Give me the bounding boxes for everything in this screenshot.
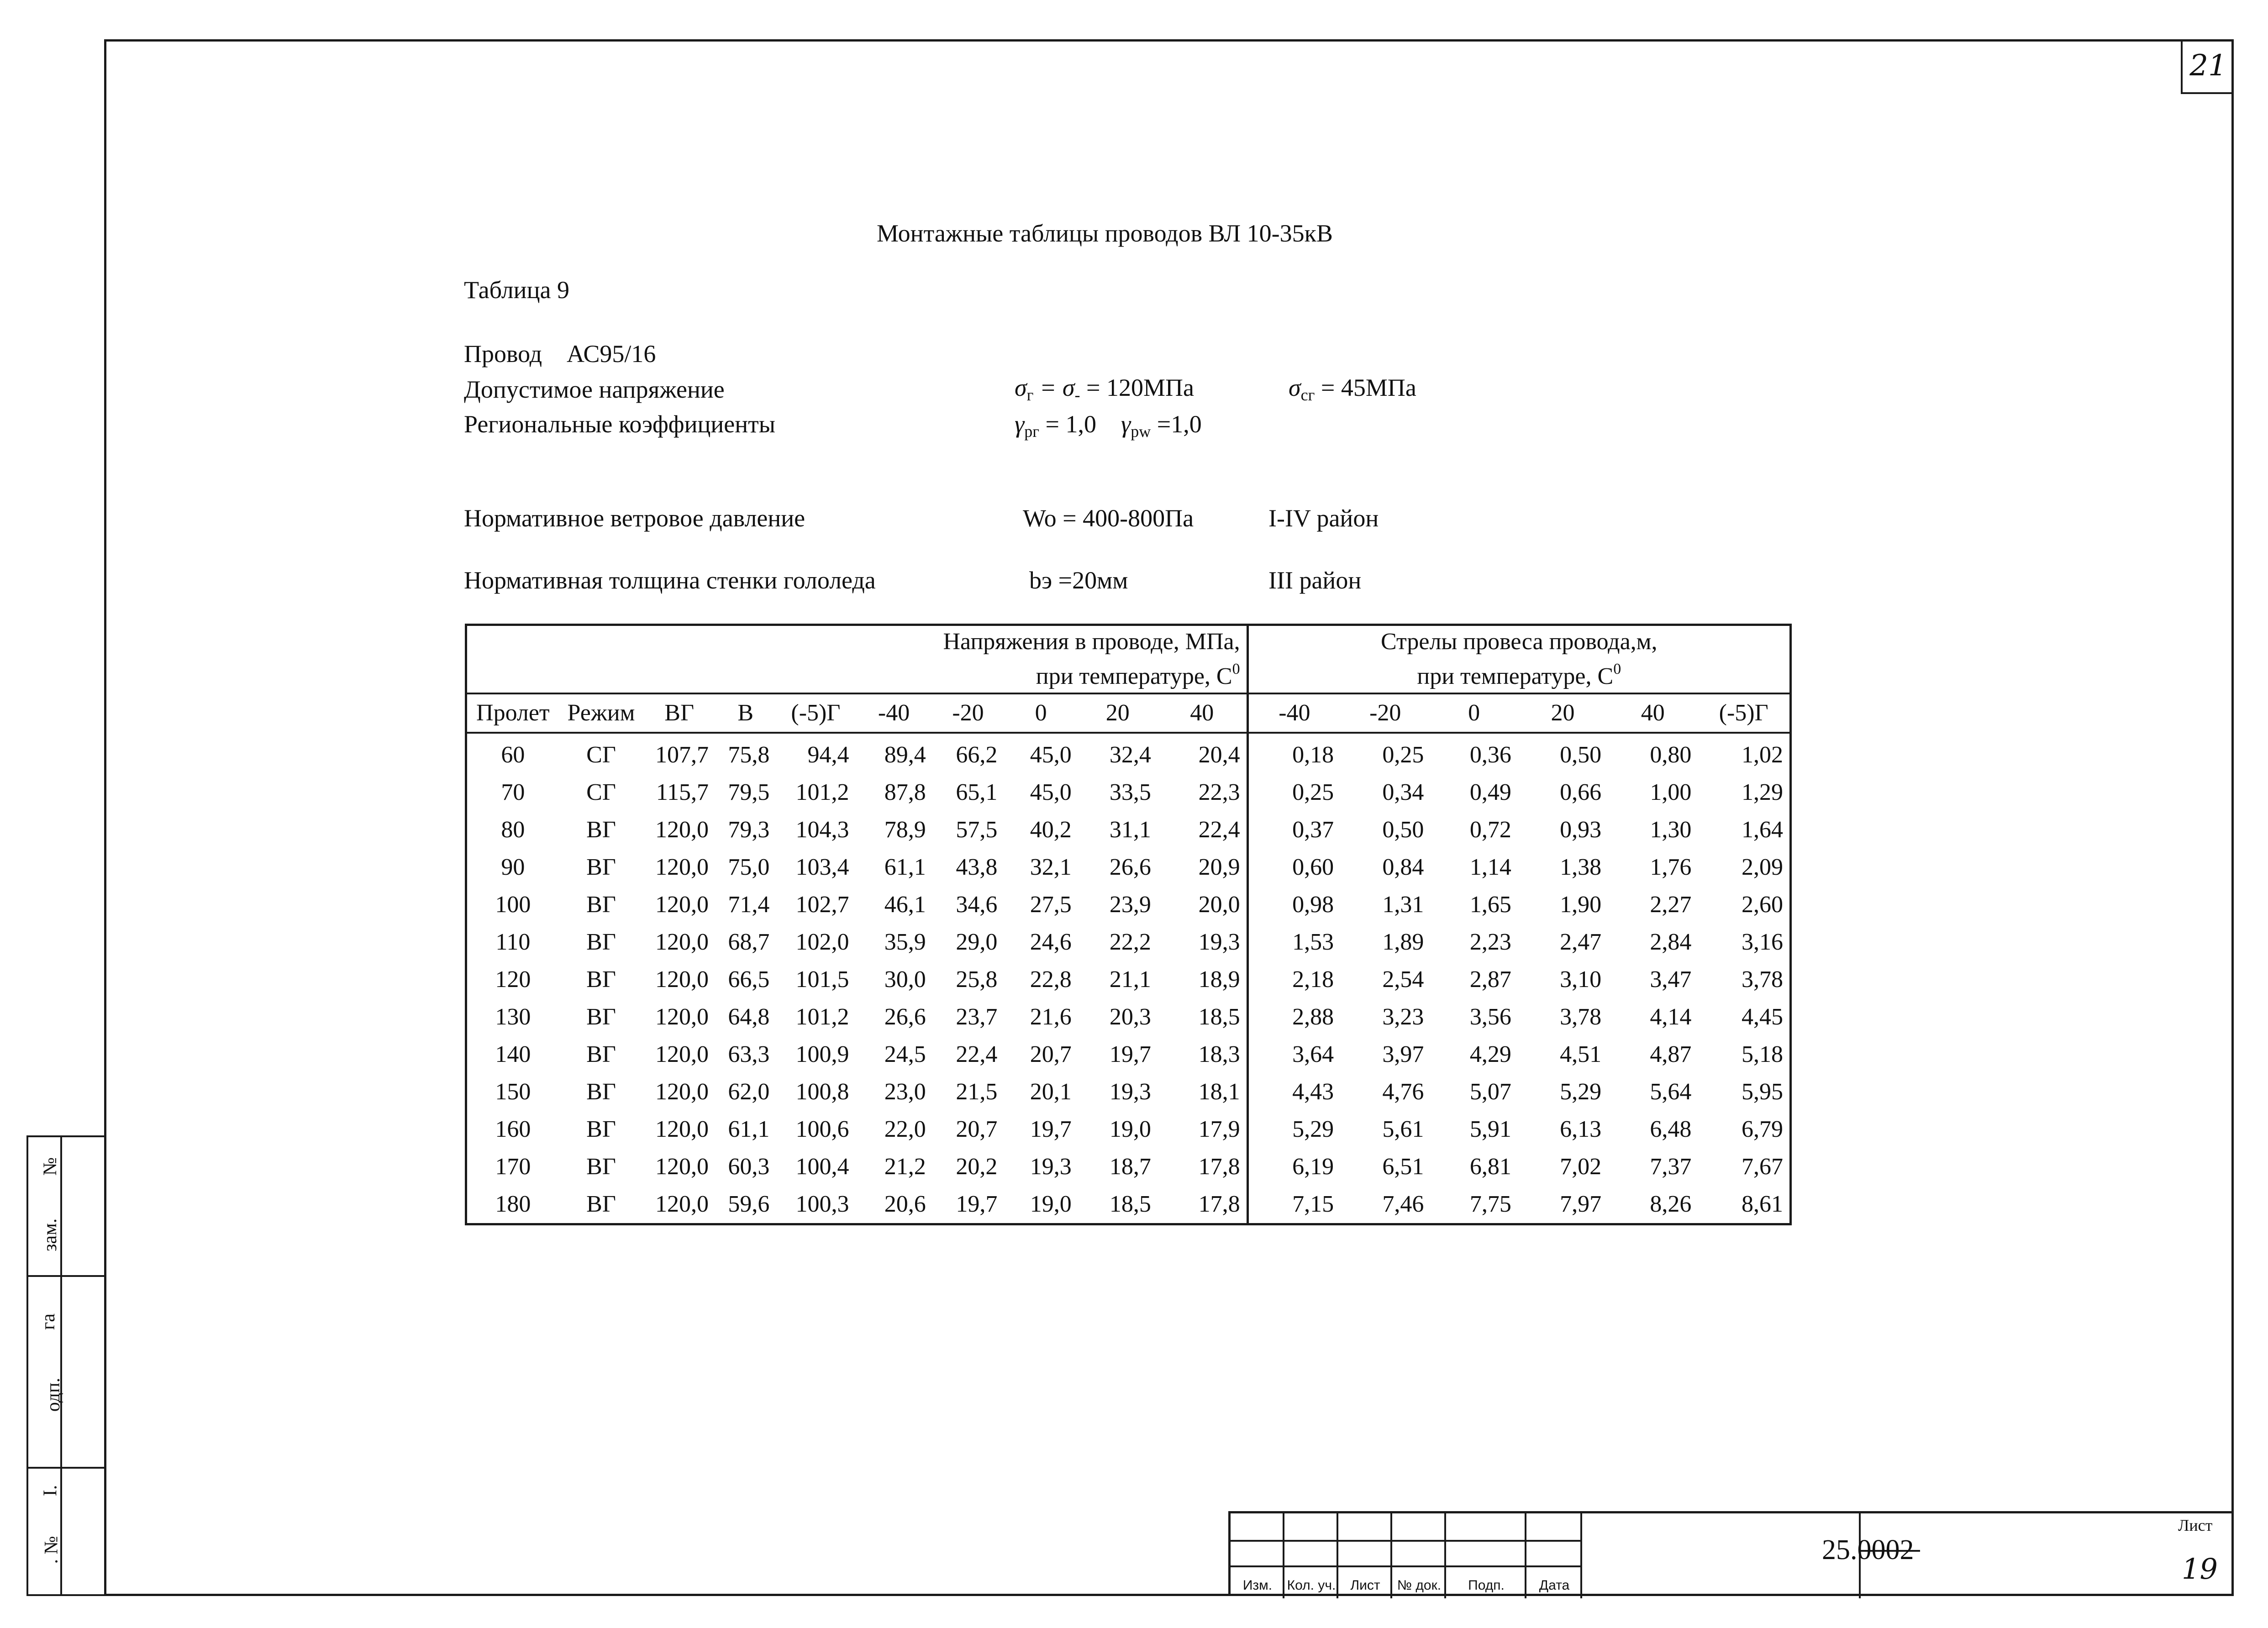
table-cell: 6,48 bbox=[1650, 1116, 1692, 1142]
table-cell: 19,7 bbox=[956, 1191, 998, 1217]
table-cell: 2,54 bbox=[1382, 966, 1424, 993]
table-cell: 71,4 bbox=[728, 892, 770, 918]
table-cell: 21,6 bbox=[1030, 1004, 1072, 1030]
wire-value: АС95/16 bbox=[567, 340, 656, 368]
table-cell: 3,47 bbox=[1650, 966, 1692, 993]
sigma-symbol-2: σ bbox=[1289, 374, 1301, 401]
table-cell: 2,23 bbox=[1469, 929, 1511, 955]
column-header: ВГ bbox=[643, 693, 715, 733]
table-cell: 0,98 bbox=[1247, 886, 1340, 924]
sag-group-title-1: Стрелы провеса провода,м, bbox=[1381, 629, 1658, 655]
table-cell: ВГ bbox=[586, 966, 616, 993]
stress-group-header bbox=[466, 625, 1248, 694]
table-cell: 4,76 bbox=[1382, 1079, 1424, 1105]
table-cell: 2,47 bbox=[1560, 929, 1602, 955]
table-cell: 170 bbox=[495, 1154, 531, 1180]
table-cell: 32,1 bbox=[1030, 854, 1072, 880]
table-cell: 120 bbox=[495, 966, 531, 993]
table-cell: 21,2 bbox=[884, 1154, 926, 1180]
table-cell: 140 bbox=[495, 1041, 531, 1067]
table-cell: 18,3 bbox=[1198, 1041, 1240, 1067]
column-header: 20 bbox=[1078, 693, 1158, 733]
table-cell: 120,0 bbox=[655, 1041, 709, 1067]
table-cell: 1,89 bbox=[1382, 929, 1424, 955]
table-cell: 101,2 bbox=[795, 779, 849, 805]
column-header: В bbox=[715, 693, 776, 733]
table-cell: 120,0 bbox=[655, 1116, 709, 1142]
allowed-stress-formula-2 bbox=[1289, 373, 1416, 404]
title-block bbox=[1228, 1511, 2234, 1596]
table-cell: 1,76 bbox=[1650, 854, 1692, 880]
table-cell: 4,29 bbox=[1469, 1041, 1511, 1067]
table-cell: 0,72 bbox=[1469, 817, 1511, 843]
table-cell: 4,87 bbox=[1650, 1041, 1692, 1067]
table-cell: 66,2 bbox=[956, 742, 998, 768]
table-cell: 17,8 bbox=[1198, 1191, 1240, 1217]
gamma-1-val: = 1,0 bbox=[1039, 410, 1097, 438]
table-cell: 0,80 bbox=[1650, 742, 1692, 768]
side-stamp bbox=[26, 1135, 104, 1596]
stress-group-title-1: Напряжения в проводе, МПа, bbox=[943, 629, 1240, 655]
table-cell: 115,7 bbox=[656, 779, 709, 805]
table-cell: 120,0 bbox=[655, 966, 709, 993]
table-cell: 0,34 bbox=[1382, 779, 1424, 805]
wind-region: I-IV район bbox=[1268, 504, 1379, 532]
table-cell: 5,07 bbox=[1469, 1079, 1511, 1105]
table-cell: 4,43 bbox=[1247, 1073, 1340, 1111]
table-cell: 3,10 bbox=[1560, 966, 1602, 993]
table-cell: 104,3 bbox=[795, 817, 849, 843]
table-cell: 18,5 bbox=[1198, 1004, 1240, 1030]
table-cell: 1,31 bbox=[1382, 892, 1424, 918]
table-cell: 79,3 bbox=[728, 817, 770, 843]
table-cell: 7,46 bbox=[1382, 1191, 1424, 1217]
table-cell: ВГ bbox=[586, 1154, 616, 1180]
regional-formula bbox=[1015, 410, 1202, 441]
table-cell: 24,5 bbox=[884, 1041, 926, 1067]
table-cell: 29,0 bbox=[956, 929, 998, 955]
table-cell: 89,4 bbox=[884, 742, 926, 768]
table-cell: 120,0 bbox=[655, 854, 709, 880]
table-cell: 22,2 bbox=[1109, 929, 1151, 955]
table-row bbox=[466, 1036, 1791, 1073]
table-cell: ВГ bbox=[586, 1116, 616, 1142]
document-code: 25.0002 bbox=[1822, 1534, 1914, 1565]
table-cell: 0,84 bbox=[1382, 854, 1424, 880]
table-cell: 5,64 bbox=[1650, 1079, 1692, 1105]
table-cell: 4,14 bbox=[1650, 1004, 1692, 1030]
table-cell: 23,0 bbox=[884, 1079, 926, 1105]
table-cell: 66,5 bbox=[728, 966, 770, 993]
table-cell: 7,37 bbox=[1650, 1154, 1692, 1180]
stress-group-title-2: при температуре, $С^0$ bbox=[1036, 661, 1240, 689]
table-cell: 20,6 bbox=[884, 1191, 926, 1217]
table-cell: 100 bbox=[495, 892, 531, 918]
table-cell: 70 bbox=[501, 779, 525, 805]
allowed-stress-formula bbox=[1015, 373, 1194, 404]
table-row bbox=[466, 1073, 1791, 1111]
sigma-eq: = σ bbox=[1039, 374, 1075, 401]
table-cell: 19,7 bbox=[1030, 1116, 1072, 1142]
table-cell: 7,02 bbox=[1560, 1154, 1602, 1180]
table-cell: 5,29 bbox=[1247, 1111, 1340, 1148]
table-cell: 180 bbox=[495, 1191, 531, 1217]
table-cell: 2,09 bbox=[1742, 854, 1783, 880]
table-cell: 60 bbox=[501, 742, 525, 768]
gamma-1: γ bbox=[1015, 410, 1025, 438]
side-podp: одп. bbox=[43, 1377, 64, 1412]
table-cell: 18,7 bbox=[1109, 1154, 1151, 1180]
stamp-label-kol: Кол. уч. bbox=[1287, 1578, 1336, 1593]
table-cell: 1,38 bbox=[1560, 854, 1602, 880]
table-cell: 63,3 bbox=[728, 1041, 770, 1067]
side-i: I. bbox=[40, 1485, 61, 1497]
table-row bbox=[466, 1186, 1791, 1224]
table-cell: 2,84 bbox=[1650, 929, 1692, 955]
side-no2: . № bbox=[41, 1536, 62, 1564]
table-cell: 6,81 bbox=[1469, 1154, 1511, 1180]
table-cell: 31,1 bbox=[1109, 817, 1151, 843]
table-row bbox=[466, 1148, 1791, 1186]
stress-value-1: = 120МПа bbox=[1080, 374, 1194, 401]
table-cell: 3,78 bbox=[1742, 966, 1783, 993]
table-cell: ВГ bbox=[586, 892, 616, 918]
table-cell: ВГ bbox=[586, 1004, 616, 1030]
table-cell: 3,56 bbox=[1469, 1004, 1511, 1030]
table-cell: 0,60 bbox=[1247, 849, 1340, 886]
table-cell: 130 bbox=[495, 1004, 531, 1030]
table-cell: 27,5 bbox=[1030, 892, 1072, 918]
table-cell: 1,14 bbox=[1469, 854, 1511, 880]
table-cell: 1,53 bbox=[1247, 924, 1340, 961]
table-cell: 22,8 bbox=[1030, 966, 1072, 993]
table-cell: 0,50 bbox=[1382, 817, 1424, 843]
sheet-number: 19 bbox=[2182, 1552, 2218, 1586]
wire-label: Провод bbox=[464, 340, 542, 368]
table-cell: 0,36 bbox=[1469, 742, 1511, 768]
table-cell: 6,79 bbox=[1742, 1116, 1783, 1142]
table-cell: 21,1 bbox=[1109, 966, 1151, 993]
table-cell: 65,1 bbox=[956, 779, 998, 805]
table-body bbox=[466, 733, 1791, 1224]
table-cell: 18,9 bbox=[1198, 966, 1240, 993]
table-cell: 1,29 bbox=[1742, 779, 1783, 805]
table-cell: ВГ bbox=[586, 854, 616, 880]
table-cell: 90 bbox=[501, 854, 525, 880]
table-cell: ВГ bbox=[586, 1079, 616, 1105]
table-cell: 3,23 bbox=[1382, 1004, 1424, 1030]
table-cell: 1,30 bbox=[1650, 817, 1692, 843]
table-cell: ВГ bbox=[586, 1041, 616, 1067]
sag-group-title-2: при температуре, $С^0$ bbox=[1417, 661, 1621, 689]
table-cell: 150 bbox=[495, 1079, 531, 1105]
table-cell: 103,4 bbox=[795, 854, 849, 880]
table-cell: 6,13 bbox=[1560, 1116, 1602, 1142]
table-cell: 160 bbox=[495, 1116, 531, 1142]
table-cell: 79,5 bbox=[728, 779, 770, 805]
table-cell: 7,75 bbox=[1469, 1191, 1511, 1217]
table-cell: 5,29 bbox=[1560, 1079, 1602, 1105]
table-cell: 1,65 bbox=[1469, 892, 1511, 918]
gamma-2: γ bbox=[1121, 410, 1131, 438]
table-cell: 45,0 bbox=[1030, 779, 1072, 805]
column-header: Режим bbox=[559, 693, 644, 733]
table-cell: 62,0 bbox=[728, 1079, 770, 1105]
table-cell: 78,9 bbox=[884, 817, 926, 843]
ice-value: bэ =20мм bbox=[1029, 567, 1128, 594]
table-cell: СГ bbox=[586, 779, 616, 805]
table-cell: 24,6 bbox=[1030, 929, 1072, 955]
sigma-sub2: - bbox=[1074, 386, 1080, 404]
table-cell: 120,0 bbox=[655, 1004, 709, 1030]
table-label: Таблица 9 bbox=[464, 276, 569, 304]
table-cell: ВГ bbox=[586, 1191, 616, 1217]
table-cell: 19,3 bbox=[1109, 1079, 1151, 1105]
table-cell: 20,9 bbox=[1198, 854, 1240, 880]
table-row bbox=[466, 733, 1791, 774]
table-cell: 17,9 bbox=[1198, 1116, 1240, 1142]
table-cell: 120,0 bbox=[655, 892, 709, 918]
table-cell: 5,61 bbox=[1382, 1116, 1424, 1142]
table-cell: 75,0 bbox=[728, 854, 770, 880]
column-header: 20 bbox=[1518, 693, 1608, 733]
table-cell: 2,18 bbox=[1247, 961, 1340, 998]
table-cell: 2,27 bbox=[1650, 892, 1692, 918]
table-cell: 2,60 bbox=[1742, 892, 1783, 918]
table-cell: 2,87 bbox=[1469, 966, 1511, 993]
ice-region: III район bbox=[1268, 567, 1362, 594]
table-cell: 20,3 bbox=[1109, 1004, 1151, 1030]
table-cell: 107,7 bbox=[655, 742, 709, 768]
table-cell: 87,8 bbox=[884, 779, 926, 805]
table-cell: 18,1 bbox=[1198, 1079, 1240, 1105]
table-cell: 59,6 bbox=[728, 1191, 770, 1217]
table-cell: 101,2 bbox=[795, 1004, 849, 1030]
table-cell: 35,9 bbox=[884, 929, 926, 955]
column-header: -20 bbox=[1340, 693, 1430, 733]
table-cell: 26,6 bbox=[1109, 854, 1151, 880]
wire-row bbox=[464, 340, 656, 368]
table-cell: 20,4 bbox=[1198, 742, 1240, 768]
table-cell: 34,6 bbox=[956, 892, 998, 918]
table-cell: 3,64 bbox=[1247, 1036, 1340, 1073]
table-cell: 30,0 bbox=[884, 966, 926, 993]
sigma-symbol: σ bbox=[1015, 374, 1027, 401]
table-cell: 45,0 bbox=[1030, 742, 1072, 768]
table-row bbox=[466, 1111, 1791, 1148]
table-cell: 5,95 bbox=[1742, 1079, 1783, 1105]
table-cell: 19,3 bbox=[1030, 1154, 1072, 1180]
stamp-label-podp: Подп. bbox=[1468, 1578, 1505, 1593]
table-cell: 22,4 bbox=[956, 1041, 998, 1067]
table-cell: 4,51 bbox=[1560, 1041, 1602, 1067]
table-cell: 6,19 bbox=[1247, 1148, 1340, 1186]
table-cell: 120,0 bbox=[655, 1191, 709, 1217]
column-header: (-5)Г bbox=[1698, 693, 1790, 733]
table-cell: 1,00 bbox=[1650, 779, 1692, 805]
stamp-label-doc: № док. bbox=[1397, 1578, 1442, 1593]
table-row bbox=[466, 961, 1791, 998]
table-cell: 100,6 bbox=[795, 1116, 849, 1142]
table-cell: 18,5 bbox=[1109, 1191, 1151, 1217]
table-cell: 19,3 bbox=[1198, 929, 1240, 955]
gamma-2-sub: pw bbox=[1131, 422, 1151, 441]
table-cell: 22,3 bbox=[1198, 779, 1240, 805]
ice-label: Нормативная толщина стенки гололеда bbox=[464, 567, 876, 594]
table-cell: СГ bbox=[586, 742, 616, 768]
table-cell: 3,16 bbox=[1742, 929, 1783, 955]
table-cell: 6,51 bbox=[1382, 1154, 1424, 1180]
table-cell: 17,8 bbox=[1198, 1154, 1240, 1180]
column-header: (-5)Г bbox=[776, 693, 855, 733]
table-cell: 57,5 bbox=[956, 817, 998, 843]
side-ga: га bbox=[37, 1313, 59, 1330]
sigma-sub: г bbox=[1026, 386, 1034, 404]
table-cell: 100,8 bbox=[795, 1079, 849, 1105]
table-cell: 25,8 bbox=[956, 966, 998, 993]
table-cell: 3,97 bbox=[1382, 1041, 1424, 1067]
table-cell: 0,25 bbox=[1382, 742, 1424, 768]
regional-label: Региональные коэффициенты bbox=[464, 410, 776, 438]
column-header: -20 bbox=[932, 693, 1004, 733]
column-header-row bbox=[466, 693, 1791, 733]
table-cell: 20,7 bbox=[956, 1116, 998, 1142]
table-cell: 94,4 bbox=[807, 742, 849, 768]
column-header: -40 bbox=[1247, 693, 1340, 733]
stress-value-2: = 45МПа bbox=[1315, 374, 1416, 401]
column-header: 0 bbox=[1430, 693, 1517, 733]
table-cell: 1,90 bbox=[1560, 892, 1602, 918]
table-cell: 80 bbox=[501, 817, 525, 843]
table-cell: 43,8 bbox=[956, 854, 998, 880]
stamp-label-izm: Изм. bbox=[1242, 1578, 1273, 1593]
table-cell: 64,8 bbox=[728, 1004, 770, 1030]
column-header: 40 bbox=[1158, 693, 1247, 733]
table-row bbox=[466, 924, 1791, 961]
table-cell: 8,61 bbox=[1742, 1191, 1783, 1217]
table-cell: 3,78 bbox=[1560, 1004, 1602, 1030]
column-header: -40 bbox=[855, 693, 932, 733]
table-cell: 5,18 bbox=[1742, 1041, 1783, 1067]
table-cell: 110 bbox=[495, 929, 531, 955]
table-cell: 21,5 bbox=[956, 1079, 998, 1105]
table-cell: 7,67 bbox=[1742, 1154, 1783, 1180]
table-row bbox=[466, 849, 1791, 886]
table-cell: 8,26 bbox=[1650, 1191, 1692, 1217]
table-cell: 120,0 bbox=[655, 1154, 709, 1180]
table-cell: 33,5 bbox=[1109, 779, 1151, 805]
table-cell: ВГ bbox=[586, 817, 616, 843]
table-cell: 19,0 bbox=[1109, 1116, 1151, 1142]
table-row bbox=[466, 998, 1791, 1036]
table-cell: 0,50 bbox=[1560, 742, 1602, 768]
table-cell: 60,3 bbox=[728, 1154, 770, 1180]
table-cell: 46,1 bbox=[884, 892, 926, 918]
table-cell: 4,45 bbox=[1742, 1004, 1783, 1030]
table-cell: 61,1 bbox=[728, 1116, 770, 1142]
sag-tension-table bbox=[465, 624, 1792, 1225]
side-zam: зам. bbox=[40, 1218, 61, 1252]
table-cell: 40,2 bbox=[1030, 817, 1072, 843]
table-cell: 32,4 bbox=[1109, 742, 1151, 768]
table-cell: 120,0 bbox=[655, 1079, 709, 1105]
table-cell: 20,2 bbox=[956, 1154, 998, 1180]
table-cell: 26,6 bbox=[884, 1004, 926, 1030]
column-header: 0 bbox=[1004, 693, 1078, 733]
table-cell: 22,4 bbox=[1198, 817, 1240, 843]
column-header: Пролет bbox=[466, 693, 559, 733]
table-cell: 101,5 bbox=[795, 966, 849, 993]
table-cell: 1,02 bbox=[1742, 742, 1783, 768]
table-cell: 7,15 bbox=[1247, 1186, 1340, 1224]
table-cell: 7,97 bbox=[1560, 1191, 1602, 1217]
table-group-header bbox=[466, 625, 1791, 694]
table-cell: 1,64 bbox=[1742, 817, 1783, 843]
table-row bbox=[466, 886, 1791, 924]
wind-label: Нормативное ветровое давление bbox=[464, 504, 805, 532]
wind-value: Wo = 400-800Па bbox=[1023, 504, 1194, 532]
table-cell: 20,7 bbox=[1030, 1041, 1072, 1067]
table-cell: 102,7 bbox=[795, 892, 849, 918]
table-cell: 68,7 bbox=[728, 929, 770, 955]
sigma-sub3: сг bbox=[1300, 386, 1315, 404]
page-title: Монтажные таблицы проводов ВЛ 10-35кВ bbox=[877, 220, 1333, 247]
table-cell: 0,37 bbox=[1247, 811, 1340, 849]
column-header: 40 bbox=[1608, 693, 1698, 733]
table-cell: 100,4 bbox=[795, 1154, 849, 1180]
table-cell: 20,1 bbox=[1030, 1079, 1072, 1105]
gamma-1-sub: рг bbox=[1024, 422, 1040, 441]
stamp-label-list: Лист bbox=[1350, 1578, 1380, 1593]
table-cell: 23,7 bbox=[956, 1004, 998, 1030]
table-cell: 20,0 bbox=[1198, 892, 1240, 918]
allowed-stress-label: Допустимое напряжение bbox=[464, 376, 725, 403]
table-cell: 19,7 bbox=[1109, 1041, 1151, 1067]
table-cell: 0,18 bbox=[1247, 733, 1340, 774]
gamma-2-val: =1,0 bbox=[1151, 410, 1202, 438]
table-cell: 100,3 bbox=[795, 1191, 849, 1217]
table-cell: 120,0 bbox=[655, 817, 709, 843]
stamp-label-date: Дата bbox=[1539, 1578, 1570, 1593]
sheet-label: Лист bbox=[2178, 1516, 2213, 1534]
table-cell: 22,0 bbox=[884, 1116, 926, 1142]
sag-group-header bbox=[1247, 625, 1790, 694]
table-cell: 19,0 bbox=[1030, 1191, 1072, 1217]
table-cell: 0,25 bbox=[1247, 774, 1340, 811]
table-cell: 100,9 bbox=[795, 1041, 849, 1067]
table-cell: 61,1 bbox=[884, 854, 926, 880]
table-cell: 0,93 bbox=[1560, 817, 1602, 843]
table-row bbox=[466, 811, 1791, 849]
sheet-corner-number: 21 bbox=[2181, 39, 2234, 94]
table-cell: 102,0 bbox=[795, 929, 849, 955]
table-cell: 23,9 bbox=[1109, 892, 1151, 918]
table-cell: 0,49 bbox=[1469, 779, 1511, 805]
table-cell: 2,88 bbox=[1247, 998, 1340, 1036]
table-row bbox=[466, 774, 1791, 811]
table-cell: ВГ bbox=[586, 929, 616, 955]
table-cell: 5,91 bbox=[1469, 1116, 1511, 1142]
table-cell: 0,66 bbox=[1560, 779, 1602, 805]
side-no: № bbox=[40, 1157, 61, 1176]
table-cell: 75,8 bbox=[728, 742, 770, 768]
table-cell: 120,0 bbox=[655, 929, 709, 955]
